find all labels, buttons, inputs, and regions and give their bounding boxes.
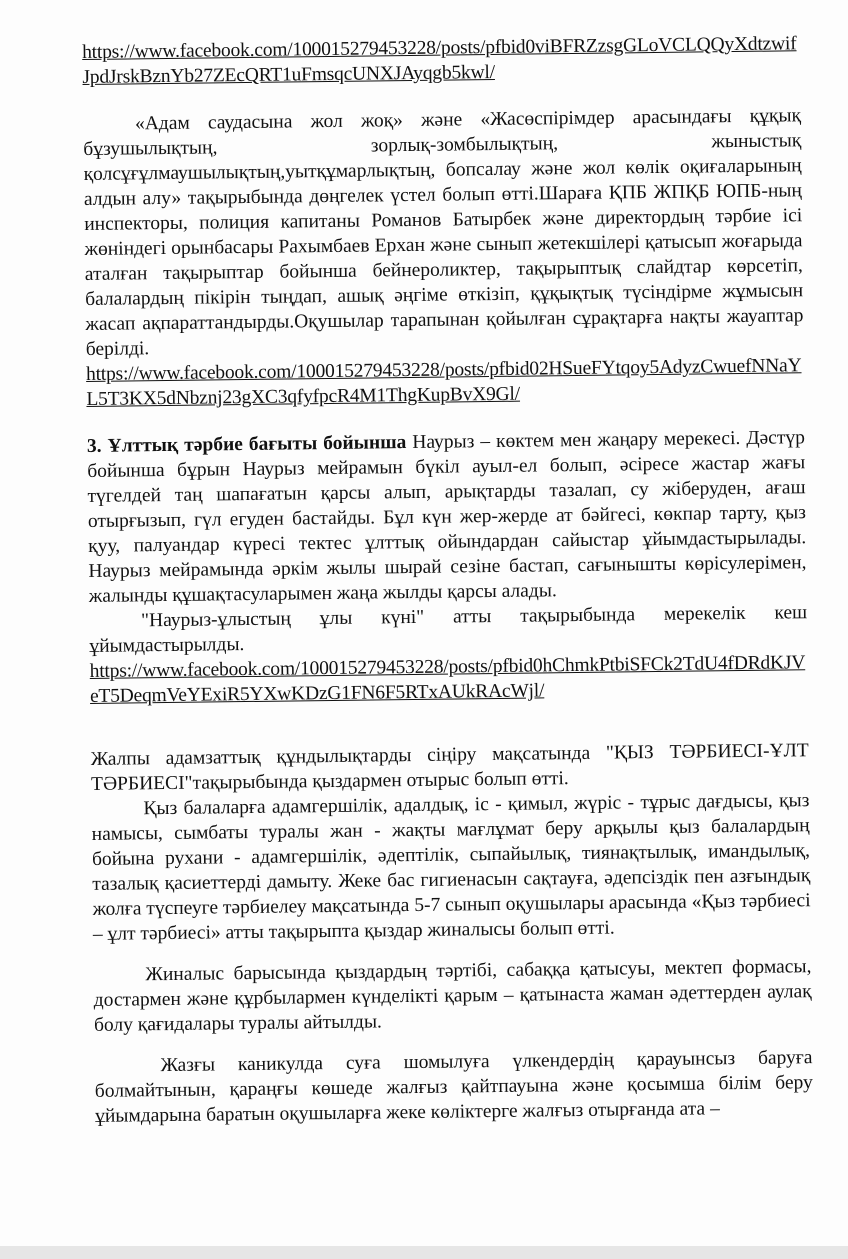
paragraph-summer-safety: Жазғы каникулда суға шомылуға үлкендердің қарауынсыз баруға болмайтынын, қараңғы көшеде жалғыз қайтпауына және қосымша білім беру ұйымдарына баратын оқушыларға жеке көліктерге жалғыз отырғанда ата – — [94, 1047, 813, 1127]
page-bottom-margin — [0, 1246, 848, 1259]
section-heading-national-education: 3. Ұлттық тәрбие бағыты бойынша — [86, 432, 407, 457]
facebook-link-3[interactable]: https://www.facebook.com/100015279453228/posts/pfbid0hChmkPtbiSFCk2TdU4fDRdKJVeT5DeqmVeYExiR5YXwKDzG1FN6F5RTxAUkRAcWjl/ — [89, 652, 806, 707]
paragraph-nauryz-text: Наурыз – көктем мен жаңару мерекесі. Дәстүр бойынша бұрын Наурыз мейрамын бүкіл ауыл-ел болып, әсіресе жастар жағы түгелдей таң шапағатын қарсы алып, арықтарды тазалап, су жіберуден, ағаш отырғызып, гүл егуден бастайды. Бұл күн жер-жерде ат бәйгесі, көкпар тарту, қыз қуу, палуандар күресі тектес ұлттық ойындардан сайыстар ұйымдастырылады. Наурыз мейрамында әркім жылы шырай сезіне бастап, сағынышты көрісулерімен, жалынды құшақтасуларымен жаңа жылды қарсы алады. — [87, 427, 807, 607]
document-body — [82, 31, 813, 1129]
facebook-link-2[interactable]: https://www.facebook.com/100015279453228/posts/pfbid02HSueFYtqoy5AdyzCwuefNNaYL5T3KX5dNbznj23gXC3qfyfpcR4M1ThgKupBvX9Gl/ — [85, 355, 802, 410]
paragraph-round-table: «Адам саудасына жол жоқ» және «Жасөспірімдер арасындағы құқық бұзушылықтың, зорлық-зомбылықтың, жыныстық қолсұғұлмаушылықтың,уытқұмарлықтың, бопсалау және жол көлік оқиғаларының алдын алу» тақырыбында дөңгелек үстел болып өтті.Шараға ҚПБ ЖПҚБ ЮПБ-ның инспекторы, полиция капитаны Романов Батырбек және директордың тәрбие ісі жөніндегі орынбасары Рахымбаев Ерхан және сынып жетекшілері қатысып жоғарыда аталған тақырыптар бойынша бейнероликтер, тақырыптық слайдтар көрсетіп, балалардың пікірін тыңдап, ашық әңгіме өткізіп, құқықтық түсіндірме жұмысын жасап ақпараттандырды.Оқушылар тарапынан қойылған сұрақтарға нақты жауаптар берілді. — [83, 105, 804, 360]
paragraph-nauryz — [87, 425, 807, 609]
paragraph-girls-meeting-intro: Жалпы адамзаттық құндылықтарды сіңіру мақсатында "ҚЫЗ ТӘРБИЕСІ-ҰЛТ ТӘРБИЕСІ"тақырыбында қыздармен отырыс болып өтті. — [90, 740, 809, 795]
facebook-link-1[interactable]: https://www.facebook.com/100015279453228/posts/pfbid0viBFRZzsgGLoVCLQQyXdtzwifJpdJrskBznYb27ZEcQRT1uFmsqcUNXJAyqgb5kwl/ — [82, 33, 797, 88]
paragraph-nauryz-event: "Наурыз-ұлыстың ұлы күні" атты тақырыбында мерекелік кеш ұйымдастырылды. — [89, 602, 808, 657]
paragraph-meeting-discussion: Жиналыс барысында қыздардың тәртібі, сабаққа қатысуы, мектеп формасы, достармен және құрбылармен күнделікті қарым – қатынаста жаман әдеттерден аулақ болу қағидалары туралы айтылды. — [93, 956, 812, 1036]
paragraph-girls-education: Қыз балаларға адамгершілік, адалдық, іс - қимыл, жүріс - тұрыс дағдысы, қыз намысы, сымбаты туралы жан - жақты мағлұмат беру арқылы қыз балалардың бойына рухани - адамгершілік, әдептілік, сыпайылық, тиянақтылық, имандылық, тазалық қасиеттерді дамыту. Жеке бас гигиенасын сақтауға, әдепсіздік пен азғындық жолға түспеуге тәрбиелеу мақсатында 5-7 сынып оқушылары арасында «Қыз тәрбиесі – ұлт тәрбиесі» атты тақырыпта қыздар жиналысы болып өтті. — [91, 790, 811, 945]
